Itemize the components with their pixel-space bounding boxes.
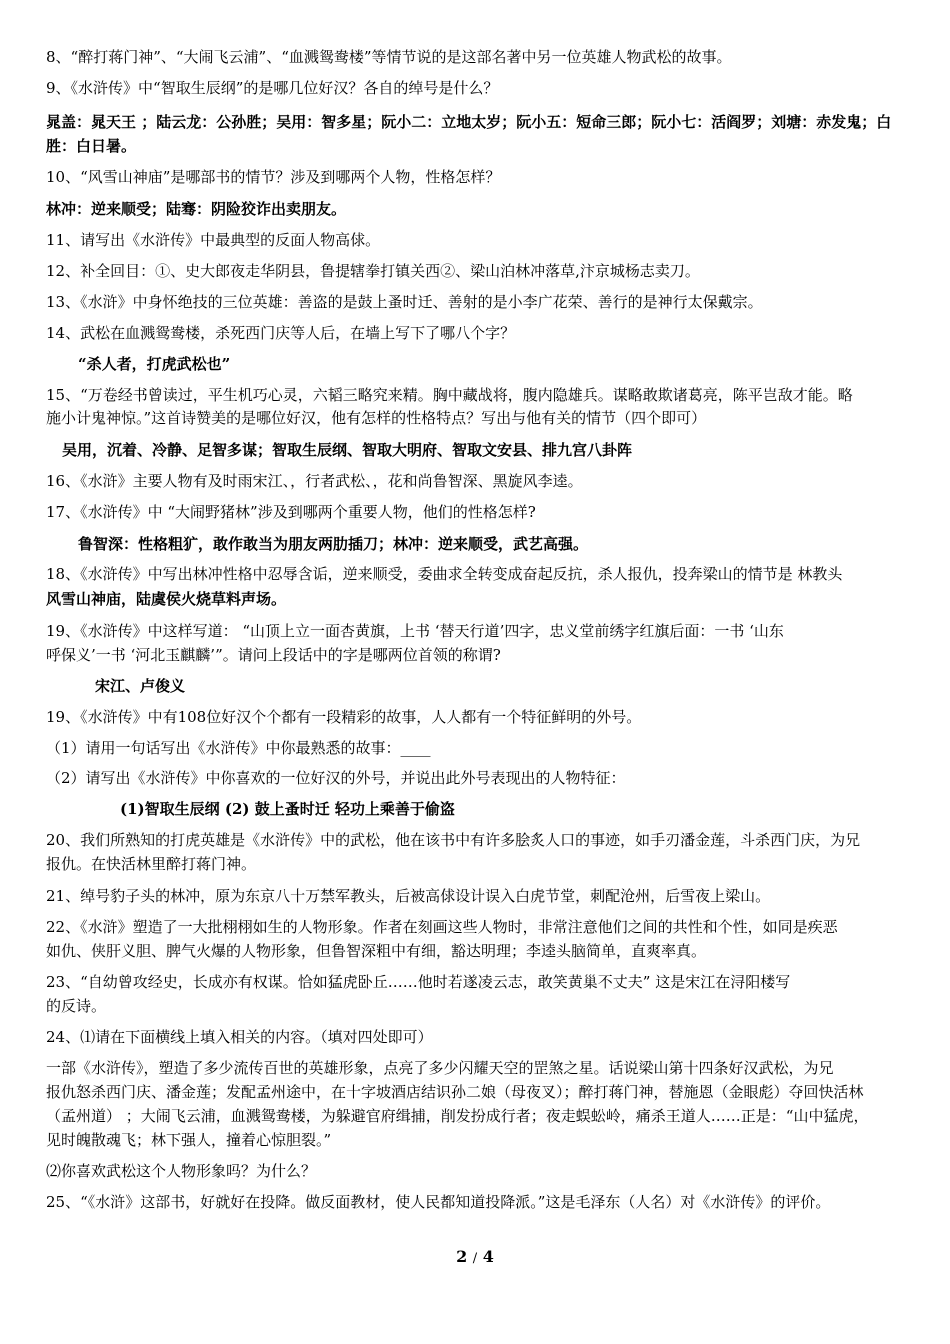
text-line: 12、补全回目：①、史大郎夜走华阴县，鲁提辖拳打镇关西②、梁山泊林冲落草,汴京城杨志卖刀。 (46, 262, 700, 280)
text-line: 18、《水浒传》中写出林冲性格中忍辱含诟，逆来顺受，委曲求全转变成奋起反抗，杀人报仇，投奔梁山的情节是 林教头 (46, 565, 843, 583)
question-line: 9、《水浒传》中“智取生辰纲”的是哪几位好汉？各自的绰号是什么？ (46, 79, 499, 97)
answer-line: 胜：白日暑。 (46, 137, 137, 155)
question-line: 10、“风雪山神庙”是哪部书的情节？涉及到哪两个人物，性格怎样？ (46, 168, 501, 186)
question-line: 24、⑴请在下面横线上填入相关的内容。（填对四处即可） (46, 1028, 433, 1046)
page-number (0, 1247, 950, 1266)
answer-line: “杀人者，打虎武松也” (78, 355, 231, 373)
question-line: 施小计鬼神惊。”这首诗赞美的是哪位好汉，他有怎样的性格特点？写出与他有关的情节（四个即可） (46, 409, 707, 427)
answer-line: (1)智取生辰纲 (2) 鼓上蚤时迁 轻功上乘善于偷盗 (120, 800, 455, 818)
text-line: 25、“《水浒》这部书，好就好在投降。做反面教材，使人民都知道投降派。”这是毛泽东（人名）对《水浒传》的评价。 (46, 1193, 831, 1211)
question-line: 19、《水浒传》中这样写道： “山顶上立一面杏黄旗，上书 ‘替天行道’四字，忠义堂前绣字红旗后面：一书 ‘山东 (46, 622, 784, 640)
text-line: 11、请写出《水浒传》中最典型的反面人物高俅。 (46, 231, 381, 249)
answer-line: 吴用，沉着、冷静、足智多谋；智取生辰纲、智取大明府、智取文安县、排九宫八卦阵 (62, 441, 633, 459)
question-line: ⑵你喜欢武松这个人物形象吗？为什么？ (46, 1162, 317, 1180)
page-number-total: 4 (482, 1247, 494, 1266)
text-line: 的反诗。 (46, 997, 107, 1015)
page-number-separator: / (472, 1251, 478, 1266)
page-number-current: 2 (456, 1247, 468, 1266)
answer-line: 鲁智深：性格粗犷，敢作敢当为朋友两肋插刀；林冲：逆来顺受，武艺高强。 (78, 535, 589, 553)
text-line: 13、《水浒》中身怀绝技的三位英雄：善盗的是鼓上蚤时迁、善射的是小李广花荣、善行的是神行太保戴宗。 (46, 293, 763, 311)
text-line: 21、绰号豹子头的林冲，原为东京八十万禁军教头，后被高俅设计误入白虎节堂，刺配沧州，后雪夜上梁山。 (46, 887, 771, 905)
question-line: （1）请用一句话写出《水浒传》中你最熟悉的故事：____ (46, 739, 431, 757)
text-line: 风雪山神庙，陆虞侯火烧草料声场。 (46, 590, 287, 608)
text-line: 如仇、侠肝义胆、脾气火爆的人物形象，但鲁智深粗中有细，豁达明理；李逵头脑简单，直爽率真。 (46, 942, 707, 960)
text-line: 一部《水浒传》，塑造了多少流传百世的英雄形象，点亮了多少闪耀天空的罡煞之星。话说梁山第十四条好汉武松，为兄 (46, 1059, 834, 1077)
question-line: 15、“万卷经书曾读过，平生机巧心灵，六韬三略究来精。胸中藏战将，腹内隐雄兵。谋略敢欺诸葛亮，陈平岂敌才能。略 (46, 386, 853, 404)
question-line: （2）请写出《水浒传》中你喜欢的一位好汉的外号，并说出此外号表现出的人物特征： (46, 769, 626, 787)
text-line: 22、《水浒》塑造了一大批栩栩如生的人物形象。作者在刻画这些人物时，非常注意他们之间的共性和个性，如同是疾恶 (46, 918, 838, 936)
text-line: 报仇。在快活林里醉打蒋门神。 (46, 855, 257, 873)
answer-line: 宋江、卢俊义 (95, 677, 186, 695)
text-line: （孟州道） ；大闹飞云浦，血溅鸳鸯楼，为躲避官府缉捕，削发扮成行者；夜走蜈蚣岭，痛杀王道人……正是：“山中猛虎， (46, 1107, 869, 1125)
question-line: 呼保义’一书 ‘河北玉麒麟’”。请问上段话中的字是哪两位首领的称谓? (46, 646, 501, 664)
question-line: 19、《水浒传》中有108位好汉个个都有一段精彩的故事，人人都有一个特征鲜明的外号。 (46, 708, 642, 726)
text-line: 20、我们所熟知的打虎英雄是《水浒传》中的武松，他在该书中有许多脍炙人口的事迹，如手刃潘金莲，斗杀西门庆，为兄 (46, 831, 861, 849)
answer-line: 林冲：逆来顺受；陆骞：阴险狡诈出卖朋友。 (46, 200, 347, 218)
answer-line: 晁盖：晁天王 ；陆云龙：公孙胜；吴用：智多星；阮小二：立地太岁；阮小五：短命三郎；阮小七：活阎罗；刘塘：赤发鬼；白 (46, 113, 892, 131)
text-line: 8、“醉打蒋门神”、“大闹飞云浦”、“血溅鸳鸯楼”等情节说的是这部名著中另一位英雄人物武松的故事。 (46, 48, 732, 66)
text-line: 报仇怒杀西门庆、潘金莲；发配孟州途中，在十字坡酒店结识孙二娘（母夜叉）；醉打蒋门神，替施恩（金眼彪）夺回快活林 (46, 1083, 864, 1101)
question-line: 17、《水浒传》中 “大闹野猪林”涉及到哪两个重要人物，他们的性格怎样? (46, 503, 536, 521)
text-line: 见时魄散魂飞；林下强人，撞着心惊胆裂。” (46, 1131, 332, 1149)
question-line: 14、武松在血溅鸳鸯楼，杀死西门庆等人后，在墙上写下了哪八个字？ (46, 324, 516, 342)
text-line: 16、《水浒》主要人物有及时雨宋江、，行者武松、，花和尚鲁智深、黑旋风李逵。 (46, 472, 583, 490)
text-line: 23、“自幼曾攻经史，长成亦有权谋。恰如猛虎卧丘……他时若遂凌云志，敢笑黄巢不丈夫” 这是宋江在浔阳楼写 (46, 973, 791, 991)
